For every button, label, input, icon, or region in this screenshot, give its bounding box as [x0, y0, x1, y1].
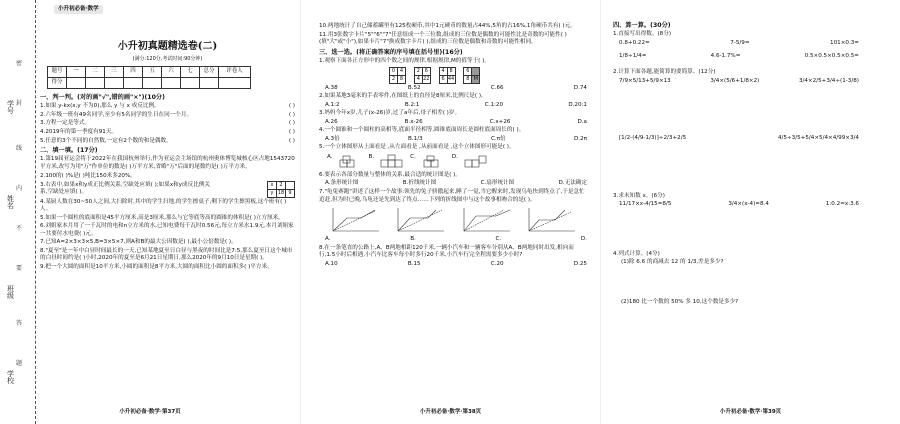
seal-char: 密 [16, 60, 23, 67]
fill-item: 1.第19届亚运会将于2022年在我国杭州举行,作为亚运会主场馆的杭州奥体博览城核心区占地1543720平方米,改写为用"万"作单位的数是( )万平方米,省略"万"后面的尾数约是( )万平方米。 [40, 156, 295, 170]
option: C.扇形统计图 [480, 180, 515, 187]
judge-item: 1.如果 y-kx(x,y 不为0),那么 y 与 x 成反比例。 ( ) [40, 103, 295, 110]
page-footer: 小升初必备·数学·第38页 [419, 408, 482, 415]
choose-item: 1.观察下面各正方形中的四个数之间的规律,根据规律,M的值等于( )。 [319, 58, 490, 64]
calc-row: 0.8+0.22= 7-5/9= 101×0.3= [619, 39, 859, 46]
number-grid: 0 4 2 8 [389, 67, 406, 84]
option: A. [325, 236, 331, 243]
school-label: 学校 [6, 370, 15, 384]
answer-blank[interactable]: ( ) [288, 137, 295, 144]
score-cell[interactable] [200, 78, 219, 89]
answer-blank[interactable]: ( ) [288, 129, 295, 135]
score-row-label: 得分 [48, 78, 67, 89]
seal-char: 封 [16, 100, 23, 107]
option: C.20 [490, 260, 504, 267]
xy-table: x 2 y 18 9 [267, 181, 295, 198]
calc-row: [1/2-(4/9-1/3)]÷2/3+2/5 4/5÷3/5+5/4×5/4×4/99×3/4 [619, 135, 859, 142]
number-grid: 6 8 M [463, 67, 480, 84]
option: B.52 [407, 84, 421, 91]
answer-blank[interactable]: ( ) [288, 120, 295, 127]
options-row [319, 261, 587, 269]
calc-row: 1/8÷1/4= 4.6-1.7%= 0.5×0.5×0.5×0.5= [619, 53, 859, 60]
score-cell[interactable] [219, 78, 251, 89]
score-header: 四 [124, 67, 143, 78]
option: B.15 [407, 260, 421, 267]
score-cell[interactable] [105, 78, 124, 89]
answer-blank[interactable]: ( ) [288, 111, 295, 118]
fill-item: 9.把一个大圆的面积是10平方米,小圆的面积是8平方米,大圆的面积比小圆的面积多( )平方米。 [40, 263, 273, 270]
option: A. [327, 153, 333, 160]
page-38 [300, 0, 600, 424]
page-37 [0, 0, 300, 424]
page-footer: 小升初必备·数学·第39页 [719, 408, 782, 415]
calc-row: 7/9×5/13+5/9×13 3/4×(5/6+1/8×2) 3/4×2/5+3/4÷(1-3/8) [619, 77, 859, 84]
option: A.10 [325, 260, 338, 267]
judge-item: 5.任意的3个不同的自然数,一定有2个数的和是偶数。 ( ) [40, 137, 295, 144]
score-cell[interactable] [181, 78, 200, 89]
choose-item: 3.妈妈今年x岁,儿子(x-26)岁,过了a年后,母子相差( )岁。 [319, 110, 461, 117]
line-graph-options [319, 206, 587, 234]
score-table [47, 66, 251, 89]
fill-item: 11.用3张数字卡片"5""6""7"任意组成一个三位数,组成的三位数是偶数的可能性比是奇数的可能性( )(填"大"或"小"),如果卡片"7"换成数字卡片( ),组成的三位数是偶数和奇数的可能性相同。 [319, 31, 567, 46]
score-cell[interactable] [143, 78, 162, 89]
graph-option-b [394, 206, 446, 234]
exam-info: (满分:120分,考试时间:90分钟) [132, 56, 203, 62]
section-choose-title: 三、选一选。(将正确答案的序号填在括号里)(16分) [319, 48, 463, 56]
score-header: 七 [181, 67, 200, 78]
option: A.1:2 [325, 101, 340, 108]
option: A.26 [325, 118, 338, 125]
score-header: 题号 [48, 67, 67, 78]
score-cell[interactable] [162, 78, 181, 89]
fill-item: 2.100的( )%是( )吨比150米多20%。 [40, 172, 136, 179]
option: C.π倍 [490, 135, 506, 142]
section-judge-title: 一、判一判。(对的画"√",错的画"×")(10分) [40, 94, 165, 101]
options-row [319, 180, 587, 188]
option: D. [580, 236, 587, 243]
graph-option-c [460, 206, 512, 234]
p2-content [319, 22, 587, 269]
option: C.66 [490, 84, 504, 91]
number-grid: 4 8 6 44 [439, 67, 456, 84]
number-grid: 2 6 4 22 [414, 67, 431, 84]
option: D.a [577, 118, 587, 125]
score-header: 总分 [200, 67, 219, 78]
option: C. [495, 236, 502, 243]
calc-question: 2.计算下面各题,能简算的要简算。(12分) [613, 69, 716, 75]
cube-figure-icon [463, 154, 489, 170]
option: C.x+26 [489, 118, 511, 125]
graph-option-d [525, 206, 577, 234]
calc-question: 4.列式计算。(4分) [613, 250, 660, 257]
score-header: 一 [67, 67, 86, 78]
name-label: 姓名 [6, 195, 15, 209]
calc-question: 1.直接写出得数。(8分) [613, 31, 672, 38]
option: D.25 [573, 260, 587, 267]
seal-char: 不 [16, 225, 23, 232]
options-row [319, 85, 587, 93]
page-title: 小升初真题精选卷(二) [117, 41, 218, 52]
score-header: 三 [105, 67, 124, 78]
section-fill-title: 二、填一填。(17分) [40, 147, 98, 155]
option: A.条形统计图 [325, 180, 359, 187]
option: C. [410, 153, 416, 160]
judge-item: 2.六年级一班有49名同学,至少有5名同学的生日在同一个月。 ( ) [40, 111, 295, 118]
option: C.1:20 [484, 101, 504, 108]
choose-item: 2.如果某地3毫米的手表零件,在图纸上的直径是8厘米,比例尺是( )。 [319, 93, 487, 100]
score-header: 评卷人 [219, 67, 251, 78]
page-footer: 小升初必备·数学·第37页 [119, 408, 181, 415]
option: B.折线统计图 [402, 180, 437, 187]
option: D.无法确定 [558, 180, 587, 187]
section-calc-title: 四、算一算。(30分) [613, 22, 671, 29]
judge-item: 3.方程一定是等式。 ( ) [40, 120, 295, 127]
brand-tag: 小升初必备·数学 [54, 5, 103, 14]
seal-char: 内 [16, 185, 23, 192]
seal-char: 答 [16, 320, 23, 327]
p3-content [613, 20, 889, 307]
calc-question: 3.求未知数 x。(6分) [613, 192, 665, 199]
choose-item: 8.在一条笔直的公路上,A、B两地相距120千米,一辆小汽车和一辆客车分别从A、B两地同时出发,相向而行,1.5小时后相遇,小汽车比客车每小时多行20千米,小汽车行完全程需要多少小时? [319, 244, 574, 259]
option: A.38 [325, 84, 338, 91]
answer-blank[interactable]: ( ) [288, 103, 295, 110]
fill-item: 10.两地统计了自己储蓄罐里有125枚硬币,其中1元硬币的数量占44%,5角的占16%,1角硬币共有( )元。 [319, 23, 576, 29]
fill-item: 8."夏至"是一年中白昼时间最长的一天,已知某地夏至日白昼与黑夜的时间比是7:5,那么夏至日这个城市的白昼时间约是( )小时,2020年的夏至是6月21日星期日,那么2020年的9月10日是星期( )。 [40, 247, 293, 262]
option: B.2:1 [404, 101, 420, 108]
binding-strip [0, 0, 36, 424]
solid-options [319, 154, 587, 170]
seal-char: 题 [16, 360, 23, 367]
fill-item: 5.如果一个圆柱的底面积是45平方厘米,高是3厘米,那么与它等底等高的圆锥的体积是( )立方厘米。 [40, 214, 284, 221]
fill-item: 6.刘姐家本月用了一千瓦时的电和n立方米的水,已知电费每千瓦时0.56元,每立方米水1.9元,本月刘姐家一共要付水电费( )元。 [40, 223, 294, 237]
graph-option-a [329, 206, 381, 234]
calc-row: 11/17×x-4/15=8/5 3/4×(x-4)=8.4 1:0.2=x:3.6 [619, 201, 859, 208]
number-grids [319, 67, 587, 84]
option: B. [410, 236, 416, 243]
cube-figure-icon [338, 154, 364, 170]
fill-item: 4.某厨人数在30~50人之间,大扫除时,其中的学生扫地,的学生擦桌子,剩下的学生擦黑板,这个班有( )人。 [40, 198, 287, 213]
cube-figure-icon [421, 154, 447, 170]
judge-item: 4.2019年的第一季度有91天。 ( ) [40, 129, 295, 135]
score-cell[interactable] [86, 78, 105, 89]
option: D. [451, 153, 458, 160]
choose-item: 6.要表示各部分数量与整体的关系,最合适的统计图是( )。 [319, 171, 461, 178]
cube-figure-icon [379, 154, 405, 170]
score-cell[interactable] [67, 78, 86, 89]
class-label: 班级 [6, 285, 15, 299]
score-cell[interactable] [124, 78, 143, 89]
option: D.2π [573, 135, 587, 142]
options-row [319, 236, 587, 244]
seal-char: 要 [16, 265, 23, 272]
option: D.74 [573, 84, 587, 91]
choose-item: 5.一个立体图形从上面看是 ,从左面看是 ,从前面看是 ,这个立体图形可能是( )。 [319, 144, 515, 151]
option: B.x-26 [404, 118, 423, 125]
score-header: 六 [162, 67, 181, 78]
options-row [319, 136, 587, 144]
option: A.3倍 [325, 135, 340, 142]
options-row [319, 119, 587, 127]
options-row [319, 102, 587, 110]
score-header: 二 [86, 67, 105, 78]
score-header: 五 [143, 67, 162, 78]
fill-item: 7.已知A=2×3×3×5,B=3×5×7,则A和B的最大公因数是( ),最小公倍数是( )。 [40, 239, 237, 246]
choose-item: 4.一个圆锥和一个圆柱的高相等,底面半径相等,圆锥底面周长是圆柱底面周长的( )。 [319, 127, 525, 134]
option: B.1/3 [408, 135, 423, 142]
student-number-label: 学号 [6, 100, 15, 114]
word-problem: (1)除 6.6 的商减去 12 的 1/3,差是多少? [621, 259, 724, 266]
fill-item: 3.右表中,如果x和y成正比例关系,空缺处应填( );如果x和y成反比例关系,空缺处应填( )。 x 2 y 18 9 [40, 181, 295, 198]
choose-item: 7."龟兔赛跑"讲述了这样一个故事:领先的兔子骄傲起来,睡了一觉,当它醒来时,发现乌龟快到终点了,于是急忙追赶,但为时已晚,乌龟还是先到达了终点……下列的折线图中与这个故事相吻合的是( )。 [319, 189, 585, 203]
option: D.20:1 [568, 101, 587, 108]
seal-char: 线 [16, 145, 23, 152]
page-39 [600, 0, 900, 424]
option: B. [368, 153, 375, 160]
p1-content [40, 92, 295, 273]
word-problem: (2)180 比一个数的 50% 多 10,这个数是多少? [621, 298, 739, 305]
